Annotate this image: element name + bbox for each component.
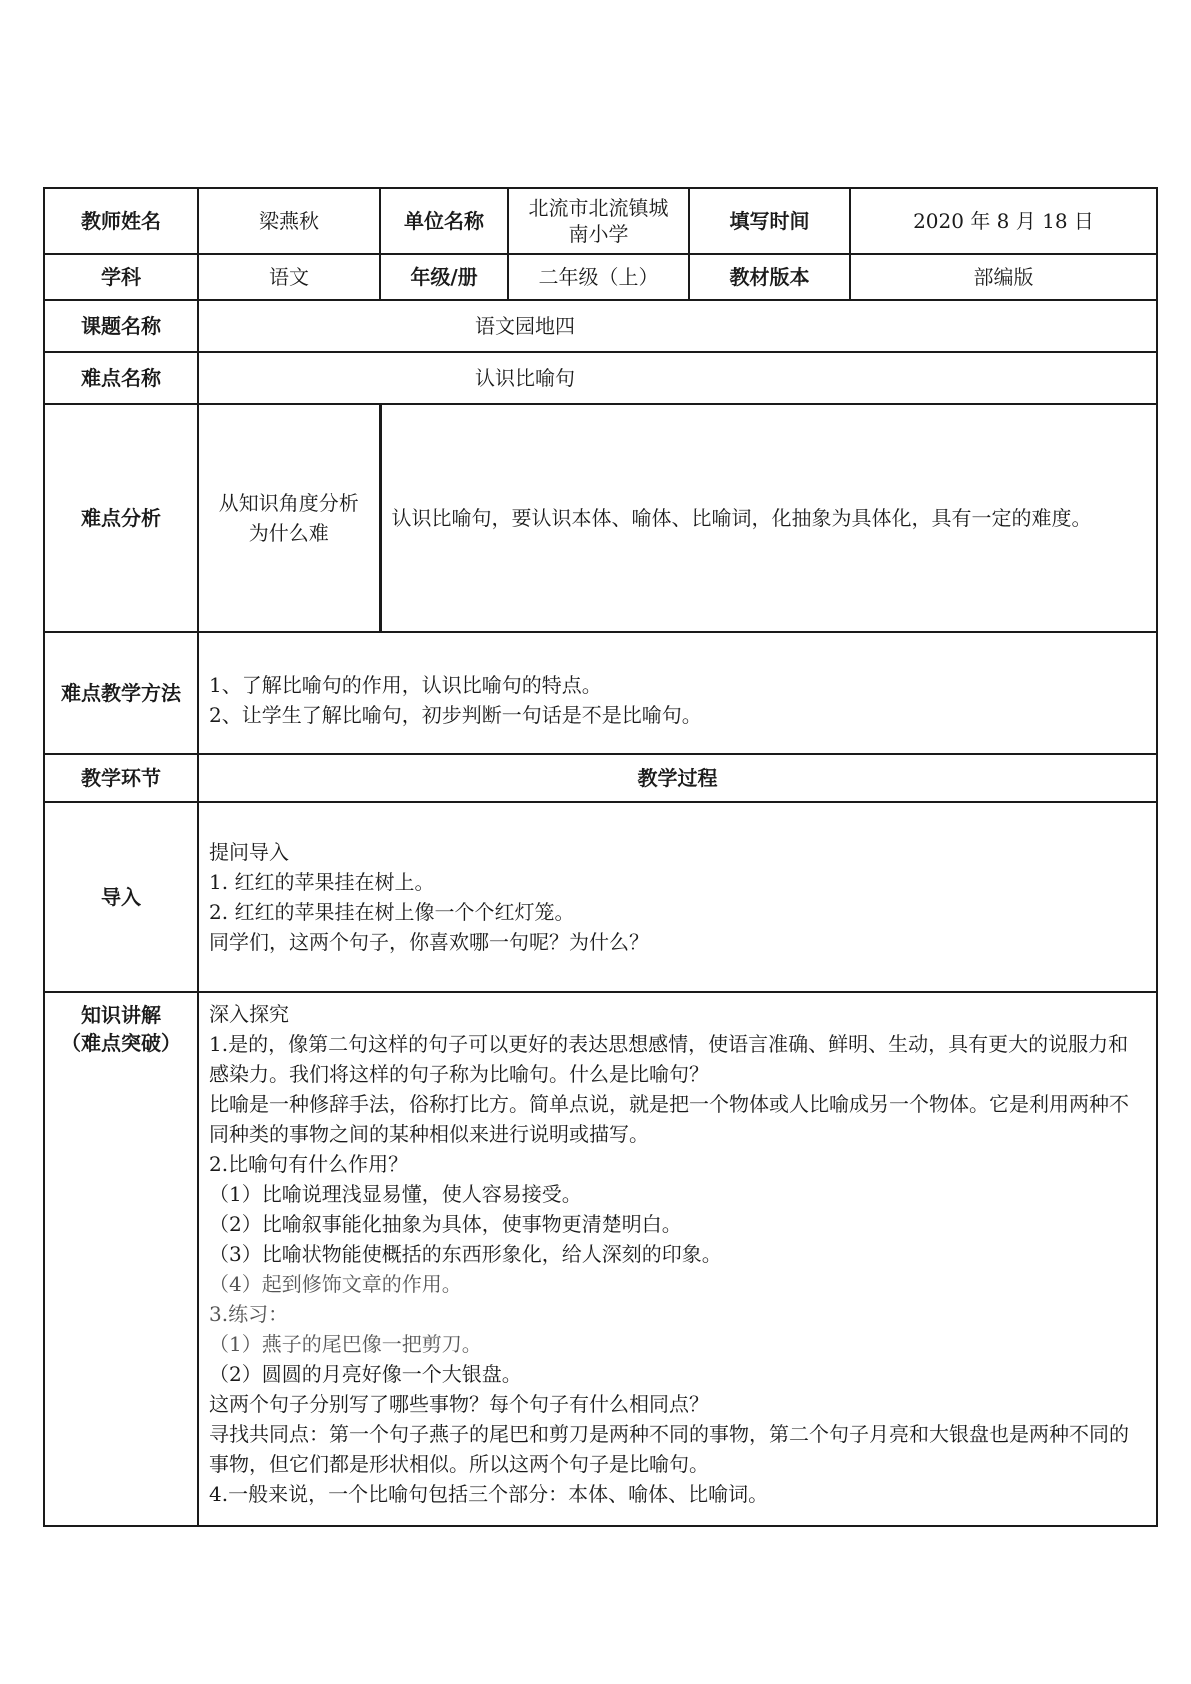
knowledge-label xyxy=(44,992,198,1526)
knowledge-line-8: （4）起到修饰文章的作用。 xyxy=(209,1272,462,1296)
lesson-form xyxy=(43,187,1156,1527)
topic-value: 语文园地四 xyxy=(198,300,1157,352)
method-line-1: 1、了解比喻句的作用，认识比喻句的特点。 xyxy=(209,673,602,697)
analysis-sub-label: 从知识角度分析为什么难 xyxy=(198,404,380,632)
analysis-content: 认识比喻句，要认识本体、喻体、比喻词，化抽象为具体化，具有一定的难度。 xyxy=(380,404,1157,632)
knowledge-row xyxy=(44,992,1157,1526)
difficulty-row xyxy=(44,352,1157,404)
knowledge-line-11: （2）圆圆的月亮好像一个大银盘。 xyxy=(209,1362,522,1386)
knowledge-line-7: （3）比喻状物能使概括的东西形象化，给人深刻的印象。 xyxy=(209,1242,722,1266)
intro-line-3: 2. 红红的苹果挂在树上像一个个红灯笼。 xyxy=(209,900,575,924)
knowledge-label-line-1: 知识讲解 xyxy=(81,1003,161,1027)
lesson-table xyxy=(43,187,1158,1527)
knowledge-line-3: 比喻是一种修辞手法，俗称打比方。简单点说，就是把一个物体或人比喻成另一个物体。它是利用两种不同种类的事物之间的某种相似来进行说明或描写。 xyxy=(209,1092,1129,1146)
difficulty-value: 认识比喻句 xyxy=(198,352,1157,404)
analysis-label: 难点分析 xyxy=(44,404,198,632)
stage-label: 教学环节 xyxy=(44,754,198,802)
knowledge-content xyxy=(198,992,1157,1526)
intro-line-1: 提问导入 xyxy=(209,840,289,864)
knowledge-line-9: 3.练习： xyxy=(209,1302,289,1326)
teacher-value: 梁燕秋 xyxy=(198,188,380,254)
knowledge-line-4: 2.比喻句有什么作用？ xyxy=(209,1152,409,1176)
edition-label: 教材版本 xyxy=(689,254,850,300)
knowledge-line-13: 寻找共同点：第一个句子燕子的尾巴和剪刀是两种不同的事物，第二个句子月亮和大银盘也是两种不同的事物，但它们都是形状相似。所以这两个句子是比喻句。 xyxy=(209,1422,1129,1476)
method-content xyxy=(198,632,1157,754)
unit-label: 单位名称 xyxy=(380,188,508,254)
knowledge-line-1: 深入探究 xyxy=(209,1002,289,1026)
knowledge-line-6: （2）比喻叙事能化抽象为具体，使事物更清楚明白。 xyxy=(209,1212,682,1236)
subject-value: 语文 xyxy=(198,254,380,300)
intro-content xyxy=(198,802,1157,992)
method-line-2: 2、让学生了解比喻句，初步判断一句话是不是比喻句。 xyxy=(209,703,702,727)
knowledge-line-5: （1）比喻说理浅显易懂，使人容易接受。 xyxy=(209,1182,582,1206)
knowledge-line-14: 4.一般来说，一个比喻句包括三个部分：本体、喻体、比喻词。 xyxy=(209,1482,769,1506)
method-label: 难点教学方法 xyxy=(44,632,198,754)
edition-value: 部编版 xyxy=(850,254,1157,300)
difficulty-label: 难点名称 xyxy=(44,352,198,404)
knowledge-line-10: （1）燕子的尾巴像一把剪刀。 xyxy=(209,1332,482,1356)
fill-time-label: 填写时间 xyxy=(689,188,850,254)
process-label: 教学过程 xyxy=(198,754,1157,802)
analysis-row xyxy=(44,404,1157,632)
fill-time-value: 2020 年 8 月 18 日 xyxy=(850,188,1157,254)
teacher-label: 教师姓名 xyxy=(44,188,198,254)
intro-line-2: 1. 红红的苹果挂在树上。 xyxy=(209,870,435,894)
knowledge-line-2: 1.是的，像第二句这样的句子可以更好的表达思想感情，使语言准确、鲜明、生动，具有更大的说服力和感染力。我们将这样的句子称为比喻句。什么是比喻句？ xyxy=(209,1032,1129,1086)
header-row-2 xyxy=(44,254,1157,300)
knowledge-line-12: 这两个句子分别写了哪些事物？每个句子有什么相同点？ xyxy=(209,1392,709,1416)
topic-row xyxy=(44,300,1157,352)
topic-label: 课题名称 xyxy=(44,300,198,352)
intro-label: 导入 xyxy=(44,802,198,992)
process-header-row xyxy=(44,754,1157,802)
header-row-1 xyxy=(44,188,1157,254)
intro-row xyxy=(44,802,1157,992)
unit-value: 北流市北流镇城南小学 xyxy=(508,188,689,254)
knowledge-label-line-2: （难点突破） xyxy=(61,1031,181,1055)
grade-label: 年级/册 xyxy=(380,254,508,300)
grade-value: 二年级（上） xyxy=(508,254,689,300)
intro-line-4: 同学们，这两个句子，你喜欢哪一句呢？为什么？ xyxy=(209,930,649,954)
method-row xyxy=(44,632,1157,754)
subject-label: 学科 xyxy=(44,254,198,300)
